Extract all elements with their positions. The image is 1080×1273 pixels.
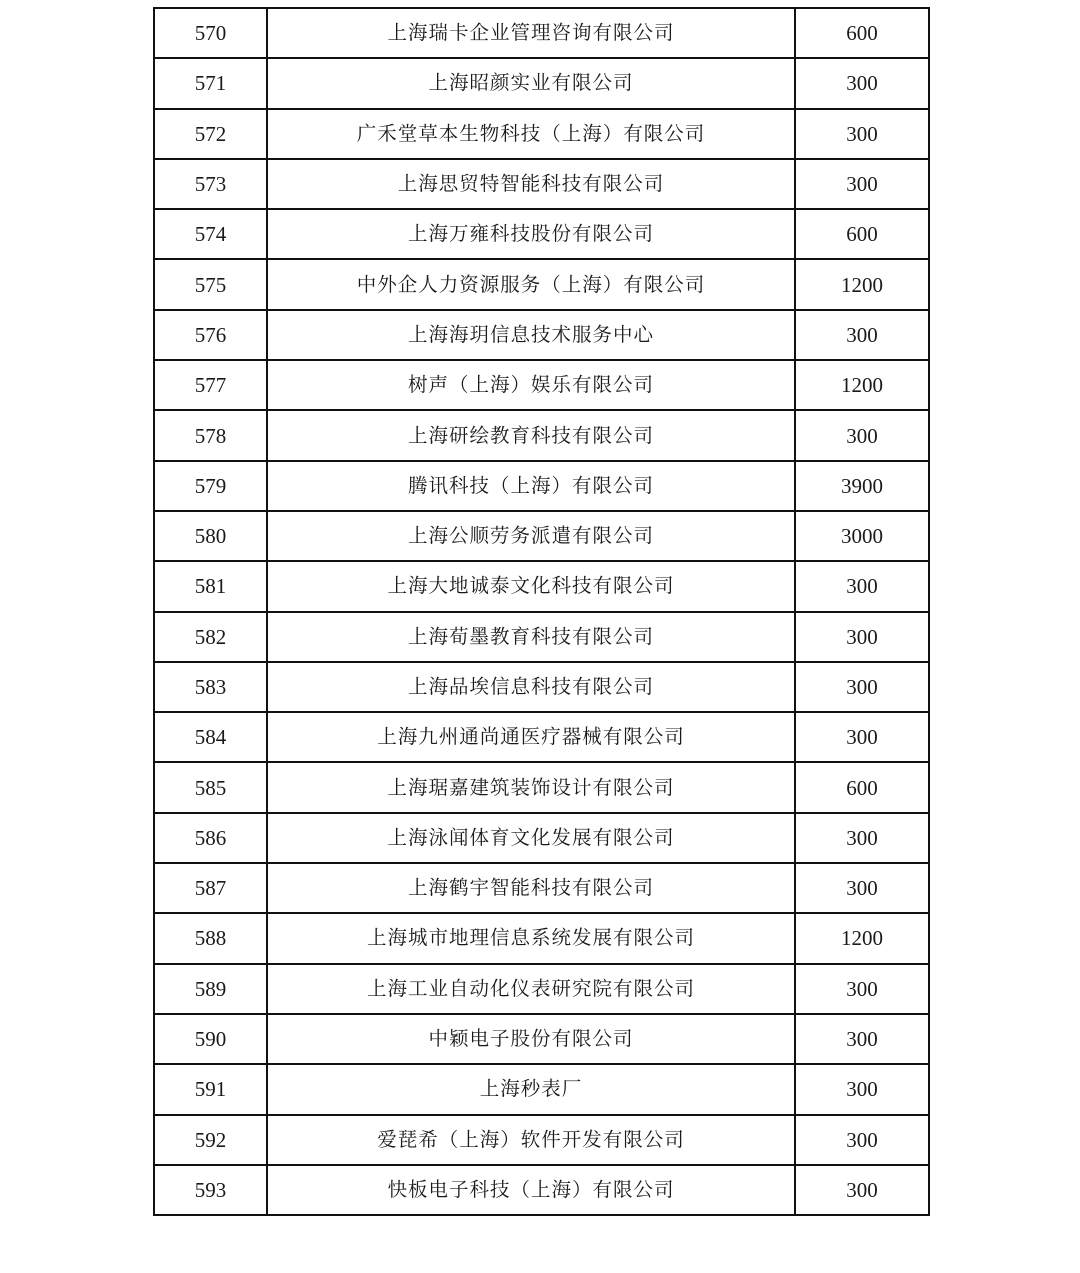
amount-cell: 3000: [795, 511, 929, 561]
table-row: [154, 1165, 929, 1215]
row-number-cell: 584: [154, 712, 267, 762]
table-row: [154, 360, 929, 410]
table-row: [154, 913, 929, 963]
row-number-cell: 571: [154, 58, 267, 108]
table-row: [154, 863, 929, 913]
row-number-cell: 591: [154, 1064, 267, 1114]
amount-cell: 300: [795, 964, 929, 1014]
table-row: [154, 310, 929, 360]
company-name-cell: 上海琚嘉建筑装饰设计有限公司: [267, 762, 795, 812]
company-name-cell: 上海万雍科技股份有限公司: [267, 209, 795, 259]
company-name-cell: 上海公顺劳务派遣有限公司: [267, 511, 795, 561]
amount-cell: 300: [795, 863, 929, 913]
row-number-cell: 576: [154, 310, 267, 360]
table-row: [154, 712, 929, 762]
row-number-cell: 588: [154, 913, 267, 963]
row-number-cell: 586: [154, 813, 267, 863]
table-row: [154, 612, 929, 662]
company-name-cell: 上海思贸特智能科技有限公司: [267, 159, 795, 209]
amount-cell: 1200: [795, 913, 929, 963]
row-number-cell: 583: [154, 662, 267, 712]
row-number-cell: 582: [154, 612, 267, 662]
table-row: [154, 159, 929, 209]
company-name-cell: 广禾堂草本生物科技（上海）有限公司: [267, 109, 795, 159]
amount-cell: 600: [795, 762, 929, 812]
company-name-cell: 中颖电子股份有限公司: [267, 1014, 795, 1064]
table-row: [154, 662, 929, 712]
table-row: [154, 964, 929, 1014]
table-row: [154, 511, 929, 561]
company-name-cell: 爱琵希（上海）软件开发有限公司: [267, 1115, 795, 1165]
amount-cell: 300: [795, 662, 929, 712]
table-row: [154, 1064, 929, 1114]
company-name-cell: 上海泳闻体育文化发展有限公司: [267, 813, 795, 863]
table-row: [154, 259, 929, 309]
table-row: [154, 561, 929, 611]
amount-cell: 300: [795, 58, 929, 108]
company-name-cell: 快板电子科技（上海）有限公司: [267, 1165, 795, 1215]
table-row: [154, 58, 929, 108]
company-name-cell: 腾讯科技（上海）有限公司: [267, 461, 795, 511]
amount-cell: 300: [795, 712, 929, 762]
company-name-cell: 上海鹤宇智能科技有限公司: [267, 863, 795, 913]
row-number-cell: 580: [154, 511, 267, 561]
table-row: [154, 813, 929, 863]
amount-cell: 300: [795, 1165, 929, 1215]
amount-cell: 300: [795, 561, 929, 611]
table-row: [154, 1115, 929, 1165]
table-row: [154, 109, 929, 159]
table-row: [154, 1014, 929, 1064]
row-number-cell: 592: [154, 1115, 267, 1165]
table-row: [154, 410, 929, 460]
company-name-cell: 上海品埃信息科技有限公司: [267, 662, 795, 712]
amount-cell: 1200: [795, 360, 929, 410]
row-number-cell: 575: [154, 259, 267, 309]
company-name-cell: 树声（上海）娱乐有限公司: [267, 360, 795, 410]
row-number-cell: 587: [154, 863, 267, 913]
company-name-cell: 上海九州通尚通医疗器械有限公司: [267, 712, 795, 762]
company-name-cell: 上海研绘教育科技有限公司: [267, 410, 795, 460]
company-name-cell: 上海昭颜实业有限公司: [267, 58, 795, 108]
table-row: [154, 762, 929, 812]
row-number-cell: 593: [154, 1165, 267, 1215]
amount-cell: 300: [795, 1014, 929, 1064]
amount-cell: 1200: [795, 259, 929, 309]
table-row: [154, 8, 929, 58]
amount-cell: 300: [795, 410, 929, 460]
company-name-cell: 上海工业自动化仪表研究院有限公司: [267, 964, 795, 1014]
amount-cell: 300: [795, 612, 929, 662]
company-name-cell: 上海瑞卡企业管理咨询有限公司: [267, 8, 795, 58]
row-number-cell: 577: [154, 360, 267, 410]
amount-cell: 300: [795, 109, 929, 159]
amount-cell: 600: [795, 8, 929, 58]
table-body: [154, 8, 929, 1215]
amount-cell: 300: [795, 310, 929, 360]
amount-cell: 300: [795, 159, 929, 209]
amount-cell: 300: [795, 813, 929, 863]
company-name-cell: 中外企人力资源服务（上海）有限公司: [267, 259, 795, 309]
company-name-cell: 上海荀墨教育科技有限公司: [267, 612, 795, 662]
company-subsidy-table: [153, 7, 930, 1216]
amount-cell: 300: [795, 1115, 929, 1165]
company-name-cell: 上海城市地理信息系统发展有限公司: [267, 913, 795, 963]
amount-cell: 300: [795, 1064, 929, 1114]
amount-cell: 600: [795, 209, 929, 259]
row-number-cell: 579: [154, 461, 267, 511]
table-row: [154, 461, 929, 511]
row-number-cell: 585: [154, 762, 267, 812]
company-name-cell: 上海海玥信息技术服务中心: [267, 310, 795, 360]
row-number-cell: 589: [154, 964, 267, 1014]
table-row: [154, 209, 929, 259]
row-number-cell: 578: [154, 410, 267, 460]
row-number-cell: 574: [154, 209, 267, 259]
amount-cell: 3900: [795, 461, 929, 511]
row-number-cell: 581: [154, 561, 267, 611]
row-number-cell: 590: [154, 1014, 267, 1064]
row-number-cell: 573: [154, 159, 267, 209]
company-name-cell: 上海大地诚泰文化科技有限公司: [267, 561, 795, 611]
company-name-cell: 上海秒表厂: [267, 1064, 795, 1114]
row-number-cell: 572: [154, 109, 267, 159]
row-number-cell: 570: [154, 8, 267, 58]
